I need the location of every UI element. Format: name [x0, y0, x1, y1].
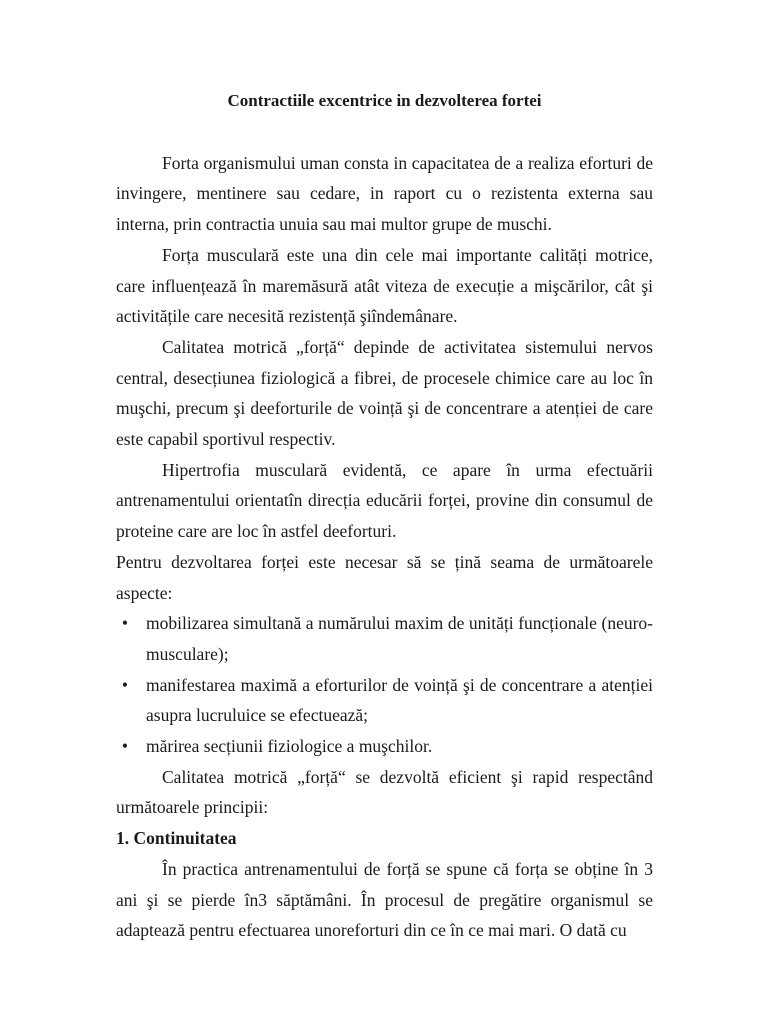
bullet-icon: •	[121, 736, 129, 757]
paragraph-hypertrophy: Hipertrofia musculară evidentă, ce apare în urma efectuării antrenamentului orientatîn direcția educării forței, provine din consumul de proteine care are loc în astfel deeforturi.	[116, 459, 653, 542]
paragraph-motor-quality: Calitatea motrică „forță“ depinde de activitatea sistemului nervos central, desecțiunea fiziologică a fibrei, de procesele chimice care au loc în muşchi, precum şi deeforturile de voință şi de concentrare a atenției de care este capabil sportivul respectiv.	[116, 336, 653, 450]
list-item-text: mobilizarea simultană a numărului maxim de unități funcționale (neuro-musculare);	[146, 613, 653, 664]
list-item-text: manifestarea maximă a eforturilor de voință şi de concentrare a atenției asupra lucruluice se efectuează;	[146, 674, 653, 726]
document-page	[116, 86, 653, 946]
list-item	[116, 608, 653, 669]
section-heading-continuity: 1. Continuitatea	[116, 828, 237, 849]
paragraph-list-intro: Pentru dezvoltarea forței este necesar să se țină seama de următoarele aspecte:	[116, 551, 653, 603]
aspects-list	[116, 608, 653, 762]
paragraph-muscular-strength: Forța musculară este una din cele mai importante calități motrice, care influențează în maremăsură atât viteza de execuție a mişcărilor, cât şi activitățile care necesită rezistență şiîndemânare.	[116, 244, 653, 327]
paragraph-strength-definition: Forta organismului uman consta in capacitatea de a realiza eforturi de invingere, mentinere sau cedare, in raport cu o rezistenta externa sau interna, prin contractia unuia sau mai multor grupe de muschi.	[116, 152, 653, 235]
list-item-text: mărirea secțiunii fiziologice a muşchilor.	[146, 736, 433, 757]
document-title: Contractiile excentrice in dezvolterea fortei	[227, 91, 542, 110]
list-item	[116, 670, 653, 731]
bullet-icon: •	[121, 613, 129, 634]
list-item	[116, 731, 653, 762]
paragraph-principles-intro: Calitatea motrică „forță“ se dezvoltă eficient şi rapid respectând următoarele principii:	[116, 766, 653, 818]
bullet-icon: •	[121, 674, 129, 695]
paragraph-continuity: În practica antrenamentului de forță se spune că forța se obține în 3 ani şi se pierde în3 săptămâni. În procesul de pregătire organismul se adaptează pentru efectuarea unoreforturi din ce în ce mai mari. O dată cu	[116, 858, 653, 941]
